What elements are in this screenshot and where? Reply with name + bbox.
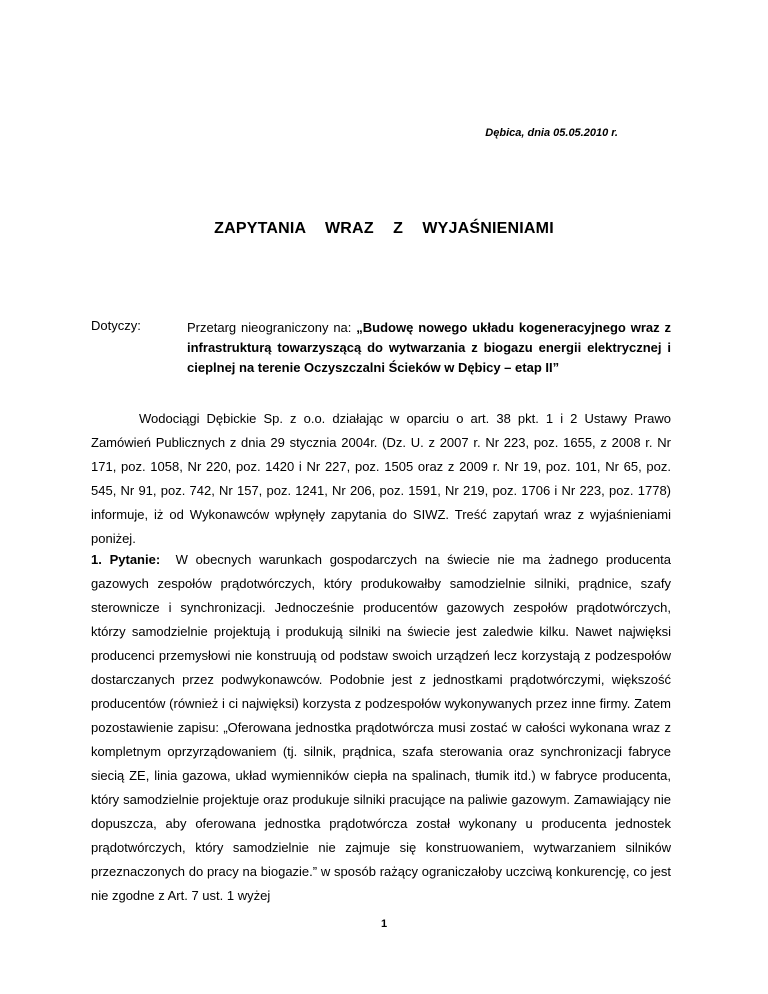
subject-text [187,318,671,378]
page-title: ZAPYTANIA WRAZ Z WYJAŚNIENIAMI [214,220,554,237]
subject-title: „Budowę nowego układu kogeneracyjnego wraz z infrastrukturą towarzyszącą do wytwarzania z biogazu energii elektrycznej i cieplnej na terenie Oczyszczalni Ścieków w Dębicy – etap II” [187,320,671,375]
subject-label: Dotyczy: [91,318,141,333]
page-number: 1 [380,918,388,930]
question-1 [91,548,671,908]
date-line: Dębica, dnia 05.05.2010 r. [485,127,618,139]
intro-paragraph: Wodociągi Dębickie Sp. z o.o. działając w oparciu o art. 38 pkt. 1 i 2 Ustawy Prawo Zamówień Publicznych z dnia 29 stycznia 2004r. (Dz. U. z 2007 r. Nr 223, poz. 1655, z 2008 r. Nr 171, poz. 1058, Nr 220, poz. 1420 i Nr 227, poz. 1505 oraz z 2009 r. Nr 19, poz. 101, Nr 65, poz. 545, Nr 91, poz. 742, Nr 157, poz. 1241, Nr 206, poz. 1591, Nr 219, poz. 1706 i Nr 223, poz. 1778) informuje, iż od Wykonawców wpłynęły zapytania do SIWZ. Treść zapytań wraz z wyjaśnieniami poniżej. [91,411,671,546]
question-1-label: 1. Pytanie: [91,552,161,567]
question-1-text: W obecnych warunkach gospodarczych na świecie nie ma żadnego producenta gazowych zespołów prądotwórczych, który produkowałby samodzielnie silniki, prądnice, szafy sterownicze i synchronizacji. Jednocześnie producentów gazowych zespołów prądotwórczych, którzy samodzielnie projektują i produkują silniki na świecie jest zaledwie kilku. Nawet najwięksi producenci przemysłowi nie konstruują od podstaw swoich urządzeń lecz korzystają z podzespołów dostarczanych przez podwykonawców. Podobnie jest z jednostkami prądotwórczymi, większość producentów (również i ci najwięksi) korzysta z podzespołów wykonywanych przez inne firmy. Zatem pozostawienie zapisu: „Oferowana jednostka prądotwórcza musi zostać w całości wykonana wraz z kompletnym oprzyrządowaniem (tj. silnik, prądnica, szafa sterowania oraz synchronizacji fabryce siecią ZE, linia gazowa, układ wymienników ciepła na spalinach, tłumik itd.) w fabryce producenta, który samodzielnie projektuje oraz produkuje silniki pracujące na paliwie gazowym. Zamawiający nie dopuszcza, aby oferowana jednostka prądotwórcza został wykonany u producenta jednostek prądotwórczych, który samodzielnie nie zajmuje się konstruowaniem, wytwarzaniem silników przeznaczonych do pracy na biogazie.” w sposób rażący ograniczałoby uczciwą konkurencję, co jest nie zgodne z Art. 7 ust. 1 wyżej [91,552,672,903]
subject-prefix: Przetarg nieograniczony na: [187,320,357,335]
